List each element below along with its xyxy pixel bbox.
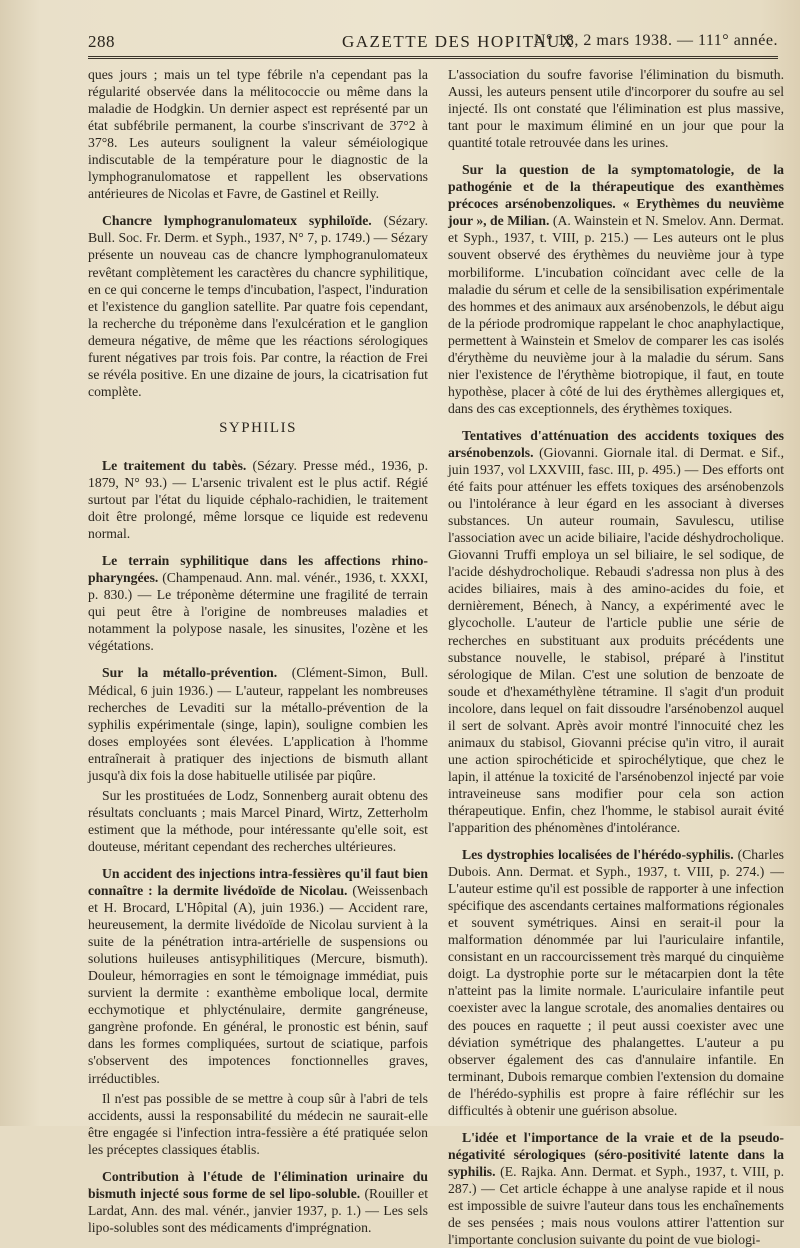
abstract-body: (A. Wainstein et N. Smelov. Ann. Dermat. et Syph., 1937, t. VIII, p. 215.) — Les auteurs ont le plus souvent observé des érythèmes du neuvième jour à type morbiliforme. L'incubation coïncidant avec celle de la maladie du sérum et celle de la sensibilisation expérimentale des hommes et des animaux aux arsénobenzols, le début aigu de la période prodromique rappelant le choc anaphylactique, permettent à Wainstein et Smelov de comparer les cas isolés d'érythème du neuvième jour à la maladie du sérum. Sans nier l'existence de l'érythème biotropique, il faut, en toute hypothèse, placer à côté de lui des érythèmes allergiques et, dans des cas exceptionnels, des érythèmes toxiques. bbox=[448, 213, 784, 416]
left-column bbox=[88, 66, 429, 1235]
paragraph: Sur les prostituées de Lodz, Sonnenberg aurait obtenu des résultats concluants ; mais Marcel Pinard, Wirtz, Zetterholm estiment que la méthode, pour intéressante qu'elle soit, est douteuse, méritant cependant des recherches ultérieures. bbox=[88, 787, 428, 854]
abstract-body: (Charles Dubois. Ann. Dermat. et Syph., 1937, t. VIII, p. 274.) — L'auteur estime qu'il est possible de rapporter à une infection spécifique des ascendants certaines malformations régionales et souvent symétriques. Ainsi en serait-il pour la malformation dénommée par lui l'auriculaire infantile, consistant en un raccourcissement très marqué du cinquième doigt. La dystrophie porte sur le métacarpien dont la tête n'atteint pas la limite normale. L'auriculaire infantile peut coexister avec la langue scrotale, des anomalies dentaires ou des pouces en raquette ; il peut aussi coexister avec une déviation symétrique des phalangettes. L'auteur a pu observer également des cas d'annulaire infantile. En terminant, Dubois remarque combien l'extension du domaine de l'hérédo-syphilis est propre à faire réfléchir sur les difficultés à obtenir une guérison absolue. bbox=[448, 847, 784, 1118]
abstract-rhino-pharyngeal bbox=[88, 552, 428, 654]
abstract-heading: Le traitement du tabès. bbox=[102, 457, 247, 473]
section-heading-syphilis: SYPHILIS bbox=[219, 419, 297, 436]
issue-info: N° 18, 2 mars 1938. — 111° année. bbox=[533, 32, 778, 49]
abstract-body: (Rouiller et Lardat, Ann. des mal. vénér., janvier 1937, p. 1.) — Les sels lipo-solubles sont des médicaments d'imprégnation. bbox=[88, 1185, 428, 1235]
abstract-ninth-day-erythema bbox=[448, 161, 784, 417]
abstract-reference: (Sézary. Bull. Soc. Fr. Derm. et Syph., 1937, N° 7, p. 1749.) — bbox=[88, 213, 428, 246]
abstract-lymphogranulomatous-chancre bbox=[88, 212, 428, 400]
abstract-body: (E. Rajka. Ann. Dermat. et Syph., 1937, t. VIII, p. 287.) — Cet article échappe à une analyse rapide et il nous est impossible de suivre l'auteur dans tous les enchaînements de ses pensées ; mais nous voulons attirer l'attention sur l'importante conclusion suivante du point de vue biologi- bbox=[448, 1163, 784, 1248]
abstract-heading: Contribution à l'étude de l'élimination urinaire du bismuth injecté sous forme de sel lipo-soluble. bbox=[88, 1168, 428, 1201]
abstract-heading: Le terrain syphilitique dans les affections rhino-pharyngées. bbox=[88, 553, 428, 586]
abstract-body: (Giovanni. Giornale ital. di Dermat. e Sif., juin 1937, vol LXXVIII, fasc. III, p. 495.) — Des efforts ont été faits pour atténuer les effets toxiques des arsénobenzols ou l'intolérance à leur égard en les associant à diverses substances. Un auteur roumain, Savulescu, utilise l'association avec un acide biliaire, l'acide déshydrocholique. Giovanni Truffi employa un sel biliaire, le sel sodique, de l'acide déshydrocholique. Rebaudi s'adressa non plus à des acides biliaires, mais à des amino-acides du foie, et dernièrement, Bénech, à Nancy, a expérimenté avec le glycocholle. L'auteur de l'article publie une série de recherches en substituant aux produits précédents une substance nouvelle, le stabisol, préparé à l'institut sérologique de Milan. C'est une solution de benzoate de soude et d'hexaméthylène tétramine. Il s'agit d'un produit incolore, dans lequel on fait dissoudre l'arsénobenzol auquel il sert de solvant. Après avoir montré l'innocuité chez les animaux du stabisol, Giovanni précise qu'in vitro, il aurait une action spirochéticide et spirochélytique, que chez le lapin, il atténue la toxicité de l'arsénobenzol injecté par voie intraveineuse sans modifier pour cela son action thérapeutique. Enfin, chez l'homme, le stabisol aurait évité l'apparition des phénomènes d'intolérance. bbox=[448, 444, 784, 836]
abstract-body: (Champenaud. Ann. mal. vénér., 1936, t. XXXI, p. 830.) — Le tréponème détermine une fragilité de terrain qui peut être à l'origine de nombreuses maladies et notamment la polypose nasale, les sinusites, l'ozène et les végétations. bbox=[88, 570, 428, 654]
abstract-heading: Chancre lymphogranulomateux syphiloïde. bbox=[102, 213, 372, 229]
abstract-tabes-treatment bbox=[88, 457, 428, 542]
abstract-heading: Sur la métallo-prévention. bbox=[102, 665, 278, 681]
abstract-heading: L'idée et l'importance de la vraie et de la pseudo-négativité sérologiques (séro-positivité latente dans la syphilis. bbox=[448, 1129, 784, 1179]
right-column bbox=[448, 66, 784, 1248]
abstract-body: Sézary présente un nouveau cas de chancre lymphogranulomateux revêtant complètement les caractères du chancre syphilitique, en ce qui concerne le temps d'incubation, l'aspect, l'induration et l'existence du ganglion satellite. Par quatre fois cependant, la recherche du tréponème dans l'exulcération et le ganglion demeura négative, de même que les réactions sérologiques furent négatives par trois fois. Par contre, la réaction de Frei se révéla positive. En une dizaine de jours, la cicatrisation fut complète. bbox=[88, 230, 428, 399]
abstract-metallo-prevention bbox=[88, 664, 428, 783]
abstract-body: (Clément-Simon, Bull. Médical, 6 juin 1936.) — L'auteur, rappelant les nombreuses recherches de Levaditi sur la métallo-prévention de la syphilis expérimentale (singe, lapin), souligne combien les doses employées sont élevées. L'application à l'homme entraînerait à pratiquer des injections de bismuth allant jusqu'à dix fois la dose habituelle utilisée par piqûre. bbox=[88, 665, 428, 783]
abstract-heading: Les dystrophies localisées de l'hérédo-syphilis. bbox=[462, 847, 734, 863]
abstract-serological-negativity bbox=[448, 1129, 784, 1248]
paragraph: ques jours ; mais un tel type fébrile n'a cependant pas la régularité observée dans la mélitococcie ou même dans la maladie de Hodgkin. Un dernier aspect est représenté par un état subfébrile permanent, la courbe s'inscrivant de 37°2 à 37°8. Les auteurs soulignent la valeur séméiologique indiscutable de la température pour le diagnostic de la lymphogranulomatose et rappellent les observations antérieures de Nicolas et Favre, de Gastinel et Reilly. bbox=[88, 67, 428, 202]
abstract-nicolau-dermatitis bbox=[88, 865, 428, 1087]
page-header bbox=[88, 30, 778, 59]
paragraph: Il n'est pas possible de se mettre à coup sûr à l'abri de tels accidents, aussi la responsabilité du médecin ne saurait-elle être engagée si l'infection intra-fessière a été pratiquée selon les préceptes classiques établis. bbox=[88, 1090, 428, 1157]
abstract-heredo-syphilis-dystrophies bbox=[448, 846, 784, 1119]
page-number: 288 bbox=[88, 32, 115, 51]
paragraph: L'association du soufre favorise l'élimination du bismuth. Aussi, les auteurs pensent utile d'incorporer du soufre au sel injecté. Ils ont constaté que l'élimination est plus massive, tant pour le maximum éliminé en un jour que pour la quantité totale retrouvée dans les urines. bbox=[448, 67, 784, 151]
abstract-body: (Weissenbach et H. Brocard, L'Hôpital (A), juin 1936.) — Accident rare, heureusement, la dermite livédoïde de Nicolau survient à la suite de la pénétration intra-artérielle de suspensions ou solutions huileuses antisyphilitiques (Mercure, bismuth). Douleur, hémorragies en sont le témoignage immédiat, puis survient la dermite : exanthème embolique local, dermite ecchymotique et phlycténulaire, dermite gangréneuse, gangrène profonde. En général, le pronostic est bénin, sauf dans les formes compliquées, surtout de sciatique, parfois s'observent des impotences fonctionnelles graves, irréductibles. bbox=[88, 883, 428, 1086]
abstract-arsenobenzol-toxicity bbox=[448, 427, 784, 836]
abstract-bismuth-elimination bbox=[88, 1168, 428, 1236]
abstract-heading: Un accident des injections intra-fessières qu'il faut bien connaître : la dermite livédoïde de Nicolau. bbox=[88, 865, 428, 899]
abstract-heading: Tentatives d'atténuation des accidents toxiques des arsénobenzols. bbox=[448, 427, 784, 460]
abstract-body: (Sézary. Presse méd., 1936, p. 1879, N° 93.) — L'arsenic trivalent est le plus actif. Régié surtout par l'état du liquide céphalo-rachidien, le traitement doit être prolongé, même lorsque ce liquide est redevenu normal. bbox=[88, 457, 429, 542]
abstract-heading: Sur la question de la symptomatologie, de la pathogénie et de la thérapeutique des exanthèmes précoces arsénobenzoliques. « Erythèmes du neuvième jour », de Milian. bbox=[448, 162, 784, 229]
journal-title: GAZETTE DES HOPITAUX bbox=[342, 32, 575, 51]
